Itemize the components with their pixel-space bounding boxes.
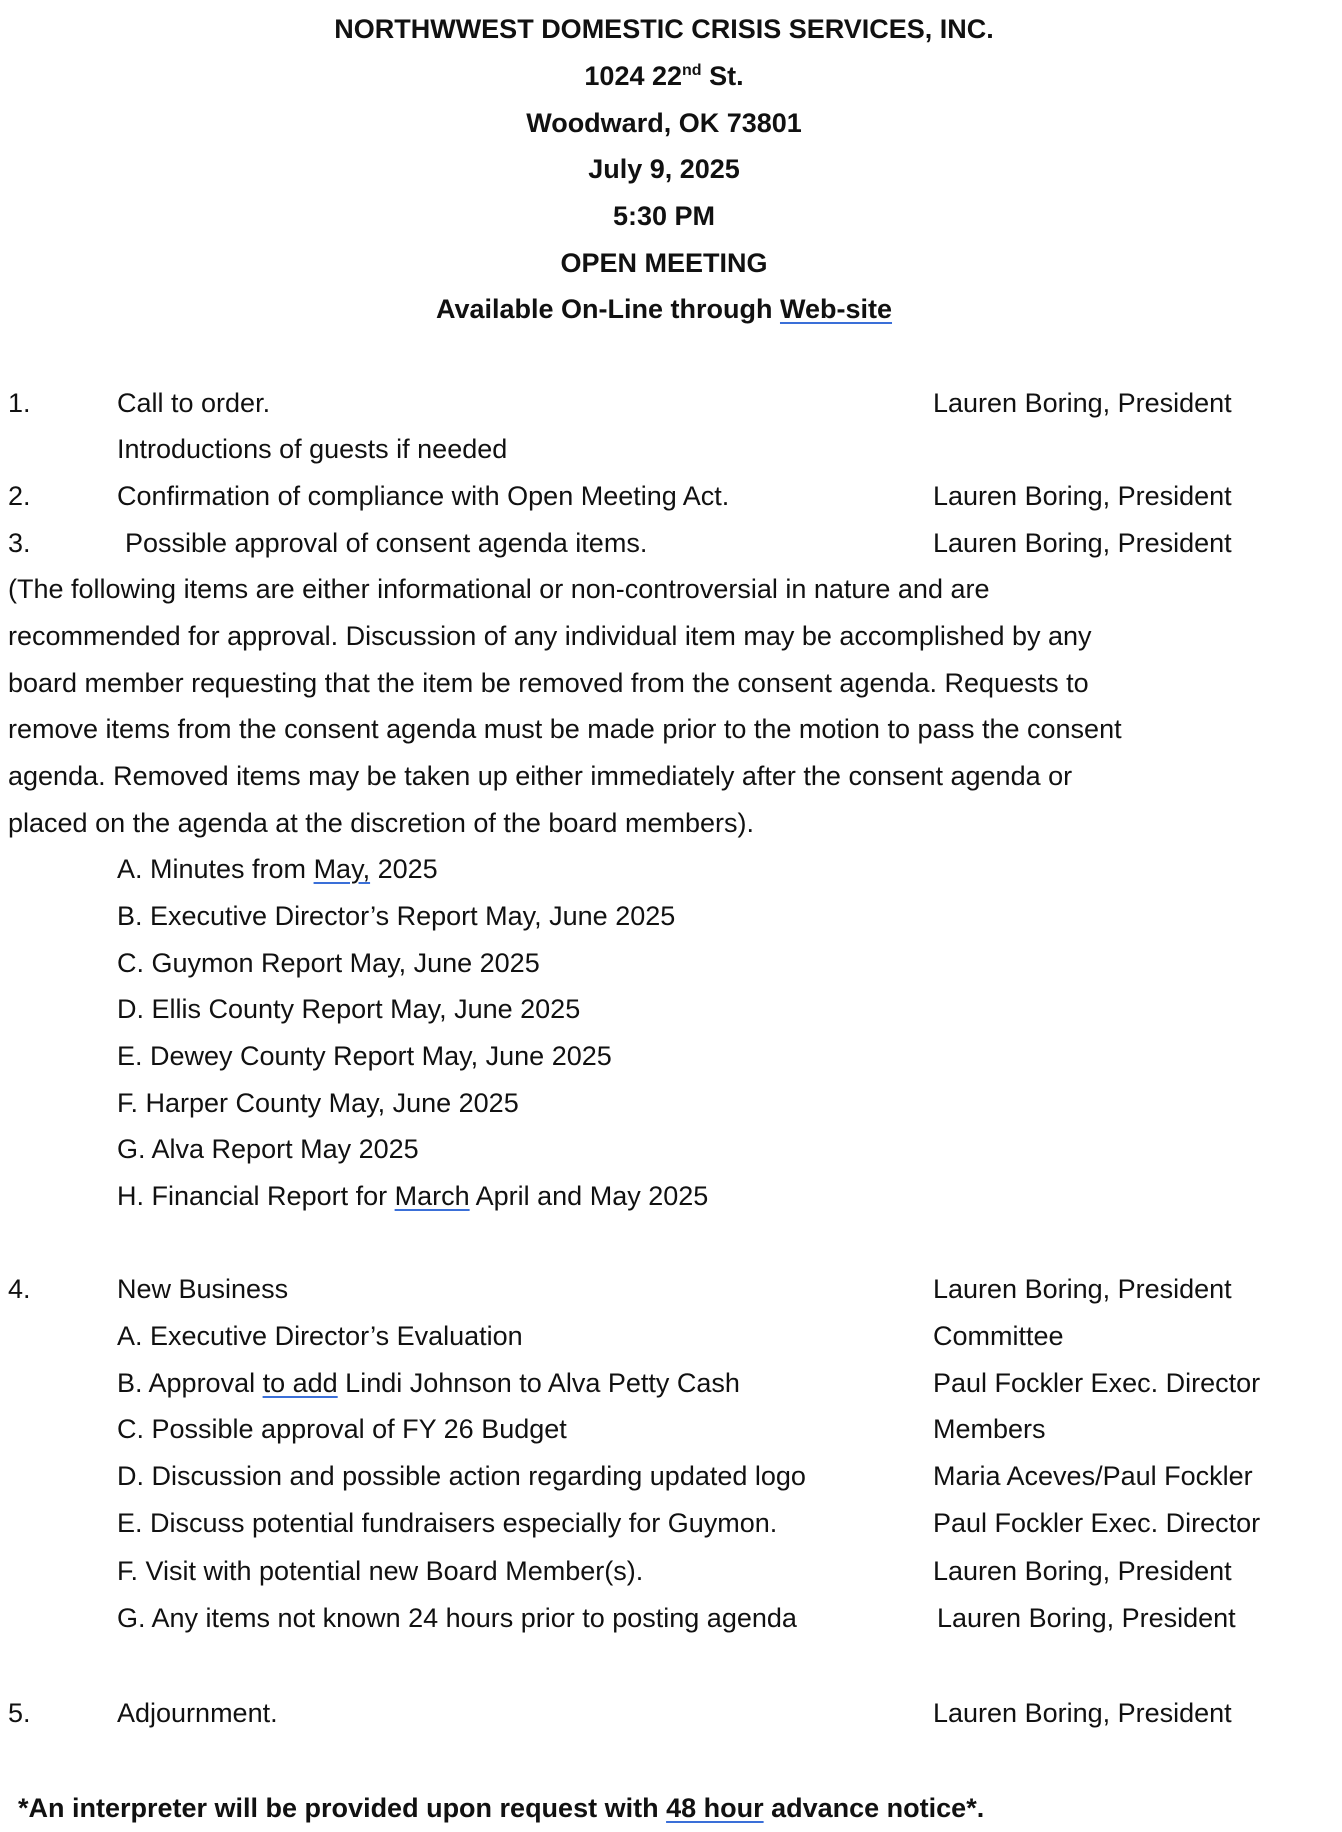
consent-item-d <box>0 986 1342 1033</box>
item-text: E. Dewey County Report May, June 2025 <box>117 1041 612 1071</box>
consent-paragraph-line <box>0 613 1342 660</box>
item-suffix: 2025 <box>370 854 438 884</box>
item-presenter: Paul Fockler Exec. Director <box>933 1508 1261 1538</box>
item-prefix: B. Approval <box>117 1368 263 1398</box>
consent-paragraph-line <box>0 706 1342 753</box>
notice-text <box>18 1785 984 1832</box>
agenda-item-3 <box>0 520 1342 567</box>
item-text: F. Visit with potential new Board Member(s). <box>117 1556 644 1586</box>
new-business-b <box>0 1360 1342 1407</box>
item-presenter: Members <box>933 1414 1046 1444</box>
financial-month-link[interactable]: March <box>394 1181 470 1211</box>
item-presenter: Lauren Boring, President <box>933 1556 1232 1586</box>
consent-item-e <box>0 1033 1342 1080</box>
item-presenter: Lauren Boring, President <box>933 388 1232 418</box>
item-text: E. Discuss potential fundraisers especially for Guymon. <box>117 1508 778 1538</box>
consent-paragraph-line <box>0 753 1342 800</box>
item-text: G. Any items not known 24 hours prior to posting agenda <box>117 1603 797 1633</box>
item-presenter: Paul Fockler Exec. Director <box>933 1368 1261 1398</box>
new-business-d <box>0 1453 1342 1500</box>
item-text: D. Ellis County Report May, June 2025 <box>117 994 581 1024</box>
item-prefix: H. Financial Report for <box>117 1181 395 1211</box>
new-business-f <box>0 1548 1342 1595</box>
interpreter-notice <box>0 1785 1342 1832</box>
item-text: D. Discussion and possible action regarding updated logo <box>117 1461 806 1491</box>
item-suffix: Lindi Johnson to Alva Petty Cash <box>337 1368 740 1398</box>
item-presenter: Lauren Boring, President <box>933 528 1232 558</box>
item-presenter: Maria Aceves/Paul Fockler <box>933 1461 1253 1491</box>
street-number: 1024 22 <box>584 61 683 91</box>
item-prefix: A. Minutes from <box>117 854 314 884</box>
agenda-item-5 <box>0 1690 1342 1737</box>
consent-item-g <box>0 1126 1342 1173</box>
item-text: G. Alva Report May 2025 <box>117 1134 419 1164</box>
meeting-time: 5:30 PM <box>612 201 716 231</box>
meeting-date: July 9, 2025 <box>588 154 740 184</box>
consent-item-b <box>0 893 1342 940</box>
website-link[interactable]: Web-site <box>779 294 893 324</box>
item-suffix: April and May 2025 <box>469 1181 709 1211</box>
consent-paragraph-line <box>0 566 1342 613</box>
paragraph-text: agenda. Removed items may be taken up either immediately after the consent agenda or <box>8 761 1073 791</box>
street-address <box>0 53 1328 100</box>
paragraph-text: board member requesting that the item be removed from the consent agenda. Requests to <box>8 668 1089 698</box>
new-business-g <box>0 1595 1342 1642</box>
item-text: B. Executive Director’s Report May, June 2025 <box>117 901 676 931</box>
item-text <box>117 1173 708 1220</box>
item-presenter: Lauren Boring, President <box>933 481 1232 511</box>
street-ordinal: nd <box>682 62 702 79</box>
item-text: C. Guymon Report May, June 2025 <box>117 948 540 978</box>
new-business-c <box>0 1406 1342 1453</box>
item-subtext: Introductions of guests if needed <box>117 434 508 464</box>
meeting-type: OPEN MEETING <box>560 248 768 278</box>
street-suffix: St. <box>701 61 744 91</box>
item-number: 4. <box>8 1274 31 1304</box>
item-number: 1. <box>8 388 31 418</box>
item-text: C. Possible approval of FY 26 Budget <box>117 1414 567 1444</box>
agenda-item-1-sub <box>0 426 1342 473</box>
notice-prefix: *An interpreter will be provided upon request with <box>18 1793 667 1823</box>
item-number: 5. <box>8 1698 31 1728</box>
item-text: Confirmation of compliance with Open Meeting Act. <box>117 481 730 511</box>
agenda-item-4 <box>0 1266 1342 1313</box>
item-number: 3. <box>8 528 31 558</box>
consent-item-f <box>0 1080 1342 1127</box>
item-text: Adjournment. <box>117 1698 278 1728</box>
item-text: Possible approval of consent agenda items. <box>125 528 648 558</box>
minutes-month-link[interactable]: May, <box>313 854 371 884</box>
item-text: A. Executive Director’s Evaluation <box>117 1321 523 1351</box>
item-presenter: Lauren Boring, President <box>933 1274 1232 1304</box>
item-number: 2. <box>8 481 31 511</box>
notice-suffix: advance notice*. <box>763 1793 985 1823</box>
org-name: NORTHWWEST DOMESTIC CRISIS SERVICES, INC. <box>334 14 994 44</box>
consent-item-a <box>0 846 1342 893</box>
paragraph-text: (The following items are either informational or non-controversial in nature and are <box>8 574 990 604</box>
item-presenter: Lauren Boring, President <box>933 1698 1232 1728</box>
item-text <box>117 846 438 893</box>
city-state-zip: Woodward, OK 73801 <box>526 108 802 138</box>
consent-paragraph-line <box>0 800 1342 847</box>
agenda-item-1 <box>0 380 1342 427</box>
item-text: New Business <box>117 1274 289 1304</box>
consent-paragraph-line <box>0 660 1342 707</box>
consent-item-h <box>0 1173 1342 1220</box>
paragraph-text: placed on the agenda at the discretion of the board members). <box>8 808 754 838</box>
notice-hours-link[interactable]: 48 hour <box>666 1793 764 1823</box>
item-text <box>117 1360 740 1407</box>
paragraph-text: recommended for approval. Discussion of any individual item may be accomplished by any <box>8 621 1092 651</box>
to-add-link[interactable]: to add <box>262 1368 338 1398</box>
item-presenter: Lauren Boring, President <box>937 1603 1236 1633</box>
new-business-e <box>0 1500 1342 1547</box>
paragraph-text: remove items from the consent agenda must be made prior to the motion to pass the consent <box>8 714 1122 744</box>
item-presenter: Committee <box>933 1321 1064 1351</box>
item-text: Call to order. <box>117 388 271 418</box>
online-prefix: Available On-Line through <box>435 294 780 324</box>
online-availability <box>0 286 1328 333</box>
agenda-item-2 <box>0 473 1342 520</box>
new-business-a <box>0 1313 1342 1360</box>
consent-item-c <box>0 940 1342 987</box>
item-text: F. Harper County May, June 2025 <box>117 1088 519 1118</box>
